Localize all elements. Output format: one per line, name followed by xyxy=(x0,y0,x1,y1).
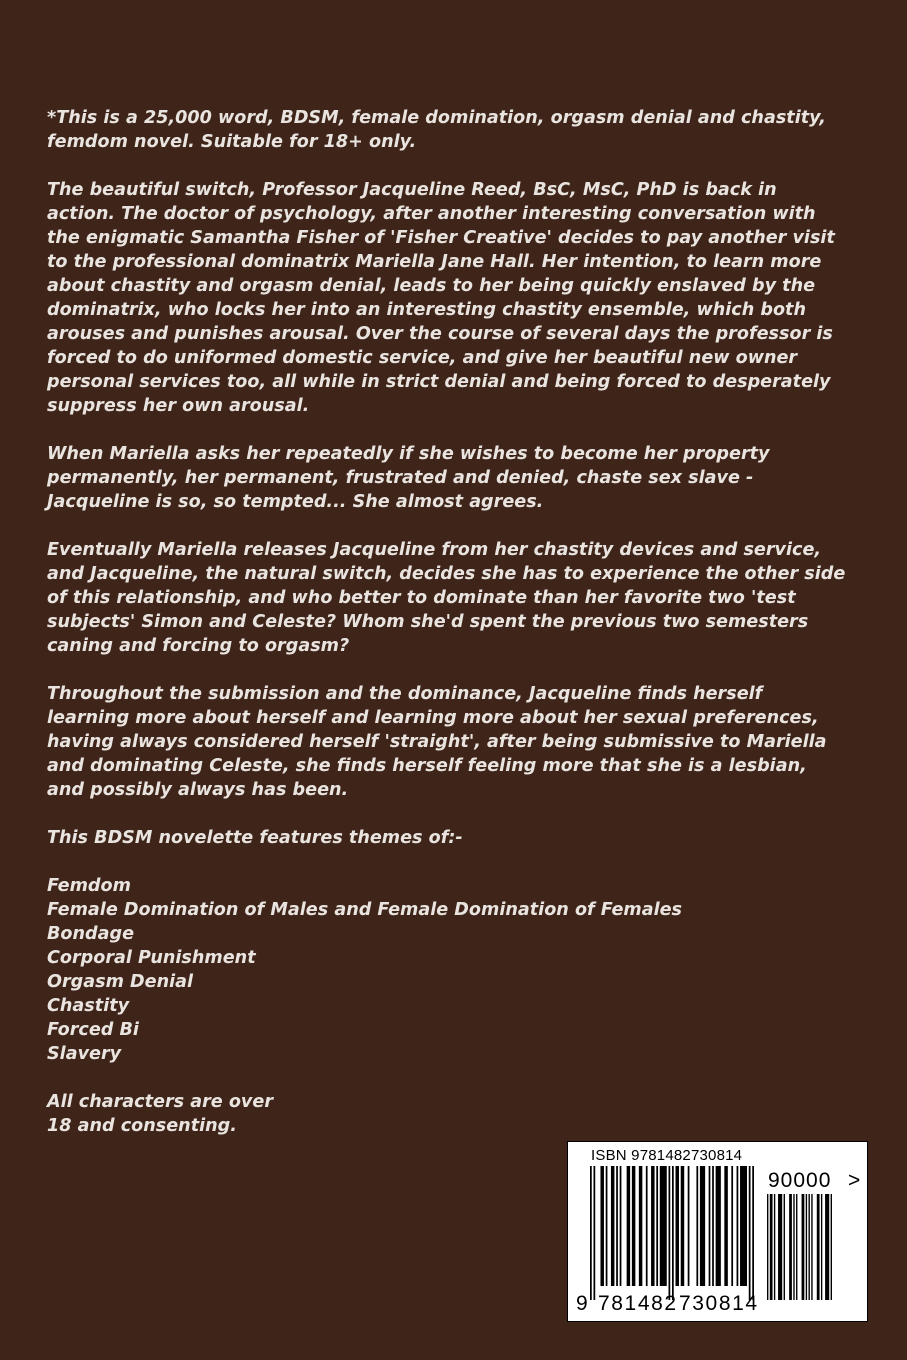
barcode-bar xyxy=(620,1166,622,1286)
barcode-bar xyxy=(774,1194,775,1300)
theme-item: Forced Bi xyxy=(47,1020,139,1040)
barcode-bar xyxy=(789,1194,792,1300)
theme-item: Bondage xyxy=(47,924,135,944)
barcode-bar xyxy=(669,1166,671,1300)
isbn-digits-right: 730814 xyxy=(679,1292,759,1315)
theme-item: Chastity xyxy=(47,996,130,1016)
isbn-digits-left: 781482 xyxy=(598,1292,678,1315)
barcode-bar xyxy=(752,1166,754,1300)
barcode-bar xyxy=(611,1166,614,1286)
themes-heading: This BDSM novelette features themes of:- xyxy=(47,828,463,848)
barcode-bar xyxy=(675,1166,678,1286)
barcode-bar xyxy=(796,1194,797,1300)
closing-note: All characters are over 18 and consenting. xyxy=(47,1092,273,1136)
barcode-bar xyxy=(808,1194,809,1300)
blurb-paragraph-1: The beautiful switch, Professor Jacqueline Reed, BsC, MsC, PhD is back in action. The doctor of psychology, after another interesting conversation with the enigmatic Samantha Fisher of 'Fisher Creative' decides to pay another visit to the professional dominatrix Mariella Jane Hall. Her intention, to learn more about chastity and orgasm denial, leads to her being quickly enslaved by the dominatrix, who locks her into an interesting chastity ensemble, which both arouses and punishes arousal. Over the course of several days the professor is forced to do uniformed domestic service, and give her beautiful new owner personal services too, all while in strict denial and being forced to desperately suppress her own arousal. xyxy=(47,180,835,416)
theme-item: Corporal Punishment xyxy=(47,948,256,968)
barcode-bar xyxy=(672,1166,674,1300)
barcode-bar xyxy=(749,1166,751,1300)
theme-item: Female Domination of Males and Female Domination of Females xyxy=(47,900,683,920)
barcode-bar xyxy=(593,1166,595,1300)
addon-barcode-bars xyxy=(767,1194,832,1300)
theme-item: Slavery xyxy=(47,1044,122,1064)
barcode-bar xyxy=(600,1166,603,1286)
barcode-bar xyxy=(793,1194,794,1300)
barcode-bar xyxy=(767,1194,768,1300)
barcode-bar xyxy=(616,1166,618,1286)
barcode-bar xyxy=(831,1194,832,1300)
barcode-bar xyxy=(590,1166,592,1300)
theme-item: Orgasm Denial xyxy=(47,972,194,992)
blurb-text xyxy=(47,106,847,1162)
barcode-bar xyxy=(709,1166,711,1286)
isbn-digit-first: 9 xyxy=(576,1292,588,1315)
barcode-bar xyxy=(656,1166,658,1286)
price-code: 90000 xyxy=(768,1169,832,1192)
price-arrow: > xyxy=(848,1169,861,1192)
barcode-bar xyxy=(627,1166,630,1286)
themes-list xyxy=(47,874,847,1066)
barcode-bar xyxy=(784,1194,785,1300)
barcode-bar xyxy=(681,1166,684,1286)
barcode-bar xyxy=(696,1166,698,1286)
blurb-paragraph-2: When Mariella asks her repeatedly if she wishes to become her property permanently, her permanent, frustrated and denied, chaste sex slave - Jacqueline is so, so tempted... She almost agrees. xyxy=(47,444,770,512)
barcode-bar xyxy=(660,1166,667,1286)
barcode-bar xyxy=(639,1166,642,1286)
barcode-bar xyxy=(740,1166,747,1286)
blurb-intro: *This is a 25,000 word, BDSM, female domination, orgasm denial and chastity, femdom novel. Suitable for 18+ only. xyxy=(47,108,826,152)
barcode-bar xyxy=(632,1166,635,1286)
barcode-bar xyxy=(646,1166,648,1286)
barcode-bar xyxy=(737,1166,739,1286)
barcode-bar xyxy=(778,1194,782,1300)
blurb-paragraph-3: Eventually Mariella releases Jacqueline from her chastity devices and service, and Jacqueline, the natural switch, decides she has to experience the other side of this relationship, and who better to dominate than her favorite two 'test subjects' Simon and Celeste? Whom she'd spent the previous two semesters caning and forcing to orgasm? xyxy=(47,540,846,656)
barcode-bar xyxy=(821,1194,822,1300)
barcode-bar xyxy=(716,1166,721,1286)
barcode-bar xyxy=(825,1194,829,1300)
barcode-bar xyxy=(700,1166,705,1286)
main-barcode-bars xyxy=(590,1166,754,1300)
barcode-bar xyxy=(606,1166,608,1286)
blurb-paragraph-4: Throughout the submission and the dominance, Jacqueline finds herself learning more about herself and learning more about her sexual preferences, having always considered herself 'straight', after being submissive to Mariella and dominating Celeste, she finds herself feeling more that she is a lesbian, and possibly always has been. xyxy=(47,684,827,800)
barcode-bar xyxy=(651,1166,654,1286)
barcode-bar xyxy=(731,1166,733,1286)
barcode-bar xyxy=(770,1194,773,1300)
barcode-bar xyxy=(724,1166,727,1286)
theme-item: Femdom xyxy=(47,876,131,896)
barcode-bar xyxy=(712,1166,714,1286)
barcode-bar xyxy=(811,1194,812,1300)
barcode-bar xyxy=(688,1166,690,1286)
barcode-bar xyxy=(817,1194,820,1300)
isbn-barcode xyxy=(567,1141,868,1322)
barcode-bar xyxy=(806,1194,807,1300)
barcode-bar xyxy=(802,1194,805,1300)
isbn-label: ISBN 9781482730814 xyxy=(591,1147,743,1164)
